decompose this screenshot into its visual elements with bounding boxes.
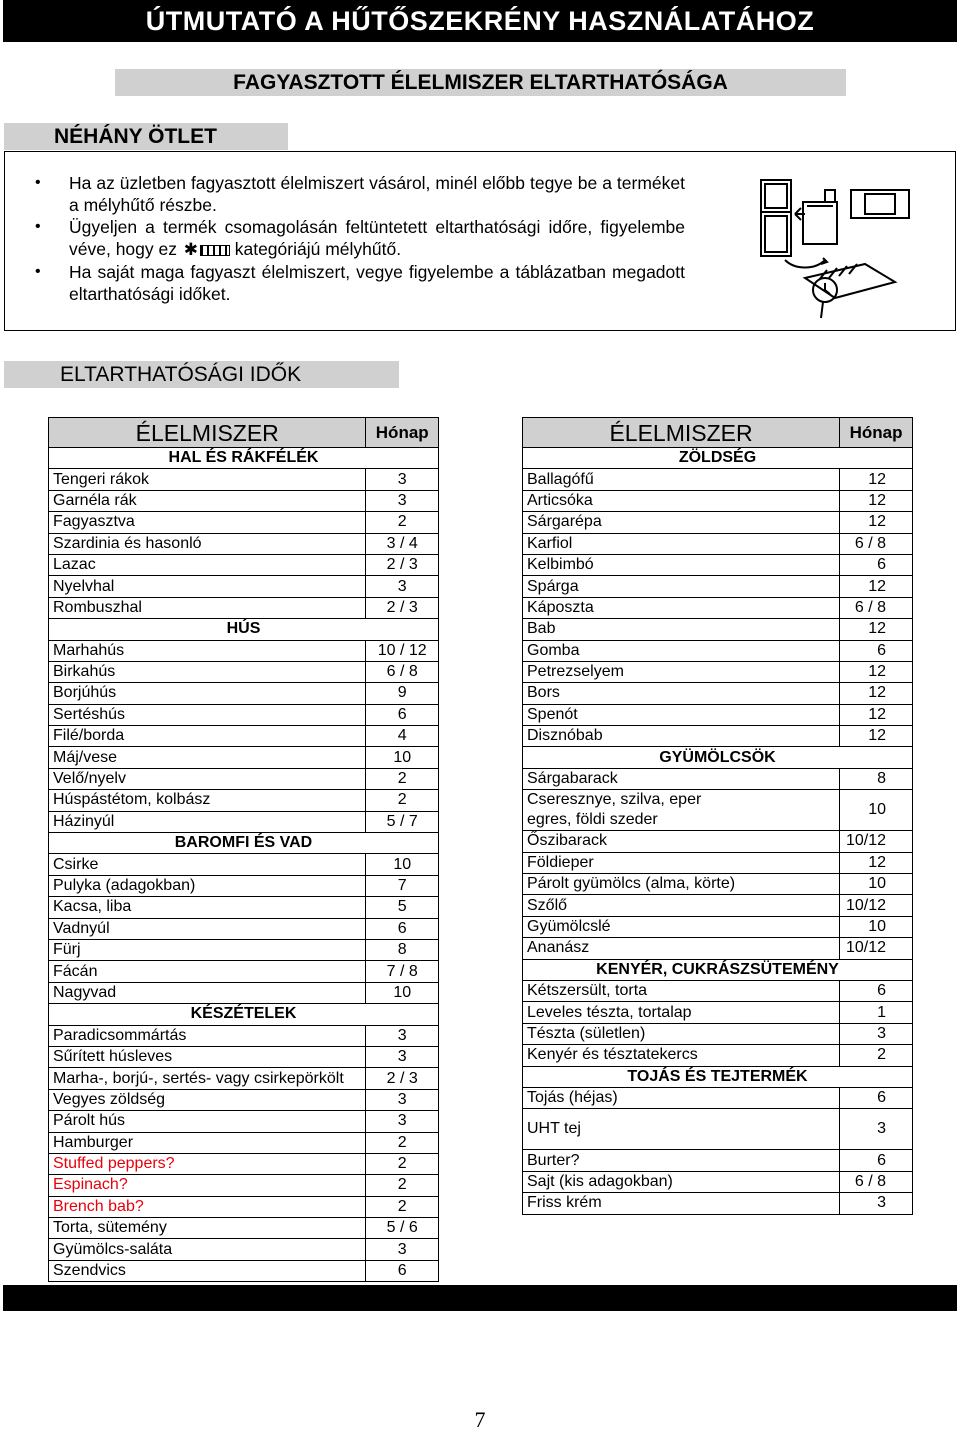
table-row xyxy=(49,554,439,575)
storage-months: 3 xyxy=(840,1109,913,1150)
tip-item xyxy=(35,172,685,216)
column-header-food: ÉLELMISZER xyxy=(49,418,366,448)
food-name: Szardinia és hasonló xyxy=(49,533,366,554)
storage-months: 8 xyxy=(366,939,439,960)
table-row xyxy=(523,895,913,916)
storage-months: 6 xyxy=(366,704,439,725)
table-row xyxy=(49,1132,439,1153)
table-row xyxy=(49,1196,439,1217)
food-name: Kenyér és tésztatekercs xyxy=(523,1045,840,1066)
table-row xyxy=(523,1109,913,1150)
storage-months: 12 xyxy=(840,576,913,597)
food-name: Sertéshús xyxy=(49,704,366,725)
storage-months: 10/12 xyxy=(840,938,913,959)
storage-months: 3 xyxy=(366,490,439,511)
table-row xyxy=(523,1150,913,1171)
food-name-line: Cseresznye, szilva, eper xyxy=(527,791,702,809)
table-row xyxy=(523,852,913,873)
storage-months: 2 / 3 xyxy=(366,597,439,618)
storage-months: 12 xyxy=(840,469,913,490)
table-row xyxy=(49,961,439,982)
category-row xyxy=(49,1004,439,1025)
table-row xyxy=(49,1025,439,1046)
food-name: Vegyes zöldség xyxy=(49,1089,366,1110)
storage-months: 12 xyxy=(840,683,913,704)
tips-list xyxy=(35,172,685,305)
storage-months: 3 xyxy=(366,576,439,597)
food-name: Vadnyúl xyxy=(49,918,366,939)
food-name: Gyümölcslé xyxy=(523,916,840,937)
food-name: Húspástétom, kolbász xyxy=(49,790,366,811)
food-name: Ballagófű xyxy=(523,469,840,490)
category-row xyxy=(523,747,913,768)
storage-months: 9 xyxy=(366,683,439,704)
food-name: Spárga xyxy=(523,576,840,597)
table-row xyxy=(49,1239,439,1260)
category-label: BAROMFI ÉS VAD xyxy=(49,833,439,854)
food-name: Kelbimbó xyxy=(523,554,840,575)
tips-heading: NÉHÁNY ÖTLET xyxy=(4,123,288,150)
storage-months: 6 xyxy=(840,1150,913,1171)
storage-months: 6 / 8 xyxy=(366,661,439,682)
table-row xyxy=(523,1045,913,1066)
storage-months: 5 xyxy=(366,897,439,918)
food-name: Garnéla rák xyxy=(49,490,366,511)
storage-months: 10 xyxy=(840,790,913,831)
table-row xyxy=(49,576,439,597)
storage-months: 3 xyxy=(366,469,439,490)
food-name: Disznóbab xyxy=(523,726,840,747)
table-row xyxy=(523,512,913,533)
storage-months: 5 / 7 xyxy=(366,811,439,832)
tips-box xyxy=(4,151,956,331)
storage-months: 2 xyxy=(366,768,439,789)
table-row xyxy=(49,747,439,768)
food-name: Fagyasztva xyxy=(49,512,366,533)
storage-months: 8 xyxy=(840,768,913,789)
storage-months: 6 xyxy=(840,640,913,661)
category-label: GYÜMÖLCSÖK xyxy=(523,747,913,768)
storage-months: 6 / 8 xyxy=(840,1171,913,1192)
storage-months: 6 xyxy=(840,554,913,575)
table-row xyxy=(523,874,913,895)
table-row xyxy=(49,1218,439,1239)
food-name: Máj/vese xyxy=(49,747,366,768)
table-header-row xyxy=(523,418,913,448)
table-row xyxy=(49,683,439,704)
table-row xyxy=(49,854,439,875)
food-name: Articsóka xyxy=(523,490,840,511)
table-row xyxy=(523,704,913,725)
food-name: Paradicsommártás xyxy=(49,1025,366,1046)
food-name: Tojás (héjas) xyxy=(523,1087,840,1108)
category-row xyxy=(523,448,913,469)
food-name: Földieper xyxy=(523,852,840,873)
table-row xyxy=(49,661,439,682)
table-row xyxy=(49,875,439,896)
storage-months: 12 xyxy=(840,704,913,725)
food-name xyxy=(523,790,840,831)
storage-months: 10 xyxy=(366,854,439,875)
table-row xyxy=(49,1089,439,1110)
table-row xyxy=(523,469,913,490)
storage-months: 3 xyxy=(366,1089,439,1110)
food-name: Csirke xyxy=(49,854,366,875)
storage-months: 10 xyxy=(366,747,439,768)
freezer-trays-icon xyxy=(200,245,230,256)
storage-months: 3 xyxy=(366,1239,439,1260)
food-name: Párolt hús xyxy=(49,1111,366,1132)
food-name: Ananász xyxy=(523,938,840,959)
storage-months: 7 xyxy=(366,875,439,896)
food-name: Sűrített húsleves xyxy=(49,1046,366,1067)
storage-months: 12 xyxy=(840,619,913,640)
food-name: Torta, sütemény xyxy=(49,1218,366,1239)
tip-text: Ha saját maga fagyaszt élelmiszert, vegye figyelembe a táblázatban megadott eltarthatósági időket. xyxy=(69,262,685,304)
food-name-line: egres, földi szeder xyxy=(527,811,658,829)
storage-months: 4 xyxy=(366,726,439,747)
tip-text-suffix: kategóriájú mélyhűtő. xyxy=(234,239,402,259)
storage-months: 2 / 3 xyxy=(366,1068,439,1089)
table-row xyxy=(523,683,913,704)
table-row xyxy=(523,1193,913,1214)
table-row xyxy=(49,490,439,511)
storage-months: 12 xyxy=(840,661,913,682)
table-row xyxy=(49,939,439,960)
category-label: HAL ÉS RÁKFÉLÉK xyxy=(49,448,439,469)
category-label: HÚS xyxy=(49,619,439,640)
column-header-month: Hónap xyxy=(366,418,439,448)
food-name: Spenót xyxy=(523,704,840,725)
food-name: Bab xyxy=(523,619,840,640)
storage-months: 10/12 xyxy=(840,831,913,852)
category-row xyxy=(523,959,913,980)
table-row xyxy=(523,790,913,831)
right-storage-table xyxy=(522,417,913,1215)
food-name: Stuffed peppers? xyxy=(49,1153,366,1174)
food-name: Fürj xyxy=(49,939,366,960)
storage-months: 12 xyxy=(840,490,913,511)
table-row xyxy=(49,726,439,747)
table-row xyxy=(49,469,439,490)
table-row xyxy=(523,916,913,937)
food-name: Nagyvad xyxy=(49,982,366,1003)
food-name: Filé/borda xyxy=(49,726,366,747)
page-subtitle: FAGYASZTOTT ÉLELMISZER ELTARTHATÓSÁGA xyxy=(115,69,846,96)
food-name: Marha-, borjú-, sertés- vagy csirkepörkölt xyxy=(49,1068,366,1089)
category-label: TOJÁS ÉS TEJTERMÉK xyxy=(523,1066,913,1087)
storage-months: 5 / 6 xyxy=(366,1218,439,1239)
table-row xyxy=(49,1175,439,1196)
table-row xyxy=(523,576,913,597)
storage-months: 10 xyxy=(840,916,913,937)
food-name: Fácán xyxy=(49,961,366,982)
storage-months: 2 / 3 xyxy=(366,554,439,575)
storage-months: 2 xyxy=(366,1132,439,1153)
storage-months: 3 / 4 xyxy=(366,533,439,554)
table-row xyxy=(49,704,439,725)
storage-months: 10 / 12 xyxy=(366,640,439,661)
storage-months: 3 xyxy=(840,1023,913,1044)
table-header-row xyxy=(49,418,439,448)
food-name: Friss krém xyxy=(523,1193,840,1214)
storage-months: 2 xyxy=(366,1175,439,1196)
table-row xyxy=(523,1087,913,1108)
table-row xyxy=(49,640,439,661)
table-row xyxy=(523,831,913,852)
storage-months: 10 xyxy=(840,874,913,895)
table-row xyxy=(523,1171,913,1192)
food-name: Kacsa, liba xyxy=(49,897,366,918)
table-row xyxy=(523,1002,913,1023)
storage-months: 10 xyxy=(366,982,439,1003)
tip-text: Ügyeljen a termék csomagolásán feltüntetett eltarthatósági időre, figyelembe véve, hogy ez xyxy=(69,217,685,259)
table-row xyxy=(49,811,439,832)
page-number: 7 xyxy=(474,1407,486,1432)
storage-months: 3 xyxy=(366,1025,439,1046)
storage-months: 6 xyxy=(366,918,439,939)
table-row xyxy=(49,597,439,618)
table-row xyxy=(523,490,913,511)
food-name: Tengeri rákok xyxy=(49,469,366,490)
food-name: Birkahús xyxy=(49,661,366,682)
section-heading: ELTARTHATÓSÁGI IDŐK xyxy=(4,361,399,388)
food-name: Leveles tészta, tortalap xyxy=(523,1002,840,1023)
food-name: Lazac xyxy=(49,554,366,575)
table-row xyxy=(49,1260,439,1281)
table-row xyxy=(49,897,439,918)
table-row xyxy=(523,726,913,747)
category-row xyxy=(49,833,439,854)
food-name: Nyelvhal xyxy=(49,576,366,597)
storage-months: 7 / 8 xyxy=(366,961,439,982)
category-label: ZÖLDSÉG xyxy=(523,448,913,469)
storage-months: 12 xyxy=(840,512,913,533)
tip-item xyxy=(35,261,685,305)
storage-months: 6 xyxy=(840,980,913,1001)
table-row xyxy=(49,1068,439,1089)
storage-months: 6 xyxy=(840,1087,913,1108)
tip-text: Ha az üzletben fagyasztott élelmiszert vásárol, minél előbb tegye be a terméket a mélyhűtő részbe. xyxy=(69,173,685,215)
food-name: Sárgarépa xyxy=(523,512,840,533)
freezer-illustration xyxy=(755,172,955,327)
food-name: Gomba xyxy=(523,640,840,661)
food-name: Karfiol xyxy=(523,533,840,554)
food-name: Rombuszhal xyxy=(49,597,366,618)
food-name: Szendvics xyxy=(49,1260,366,1281)
food-name: Káposzta xyxy=(523,597,840,618)
category-row xyxy=(523,1066,913,1087)
table-row xyxy=(523,554,913,575)
storage-months: 6 / 8 xyxy=(840,597,913,618)
food-name: Pulyka (adagokban) xyxy=(49,875,366,896)
food-name: Burter? xyxy=(523,1150,840,1171)
storage-months: 2 xyxy=(366,790,439,811)
table-row xyxy=(49,1046,439,1067)
storage-months: 2 xyxy=(366,1196,439,1217)
food-name: Párolt gyümölcs (alma, körte) xyxy=(523,874,840,895)
tip-item xyxy=(35,216,685,261)
page-title: ÚTMUTATÓ A HŰTŐSZEKRÉNY HASZNÁLATÁHOZ xyxy=(3,0,957,42)
storage-months: 3 xyxy=(840,1193,913,1214)
storage-months: 2 xyxy=(366,1153,439,1174)
storage-months: 12 xyxy=(840,852,913,873)
food-name: Hamburger xyxy=(49,1132,366,1153)
storage-months: 12 xyxy=(840,726,913,747)
storage-months: 2 xyxy=(840,1045,913,1066)
table-row xyxy=(523,619,913,640)
food-name: Brench bab? xyxy=(49,1196,366,1217)
food-name: Őszibarack xyxy=(523,831,840,852)
food-name: Borjúhús xyxy=(49,683,366,704)
food-name: Sajt (kis adagokban) xyxy=(523,1171,840,1192)
storage-months: 1 xyxy=(840,1002,913,1023)
table-row xyxy=(523,533,913,554)
table-row xyxy=(49,982,439,1003)
snowflake-star-icon: ✱ xyxy=(183,240,198,259)
category-label: KENYÉR, CUKRÁSZSÜTEMÉNY xyxy=(523,959,913,980)
table-row xyxy=(523,768,913,789)
table-row xyxy=(49,533,439,554)
table-row xyxy=(523,661,913,682)
table-row xyxy=(49,1111,439,1132)
category-label: KÉSZÉTELEK xyxy=(49,1004,439,1025)
table-row xyxy=(523,938,913,959)
table-row xyxy=(49,512,439,533)
table-row xyxy=(523,980,913,1001)
storage-months: 3 xyxy=(366,1111,439,1132)
food-name: Velő/nyelv xyxy=(49,768,366,789)
food-name: Házinyúl xyxy=(49,811,366,832)
table-row xyxy=(523,640,913,661)
food-name: Kétszersült, torta xyxy=(523,980,840,1001)
table-row xyxy=(49,918,439,939)
storage-months: 10/12 xyxy=(840,895,913,916)
storage-months: 2 xyxy=(366,512,439,533)
table-row xyxy=(49,1153,439,1174)
table-row xyxy=(49,790,439,811)
table-row xyxy=(523,1023,913,1044)
storage-months: 6 xyxy=(366,1260,439,1281)
category-row xyxy=(49,448,439,469)
food-name: UHT tej xyxy=(523,1109,840,1150)
food-name: Szőlő xyxy=(523,895,840,916)
left-storage-table xyxy=(48,417,439,1282)
category-row xyxy=(49,619,439,640)
food-name: Sárgabarack xyxy=(523,768,840,789)
column-header-food: ÉLELMISZER xyxy=(523,418,840,448)
food-name: Bors xyxy=(523,683,840,704)
food-name: Petrezselyem xyxy=(523,661,840,682)
food-name: Espinach? xyxy=(49,1175,366,1196)
column-header-month: Hónap xyxy=(840,418,913,448)
storage-months: 6 / 8 xyxy=(840,533,913,554)
table-row xyxy=(49,768,439,789)
footer-bar xyxy=(3,1285,957,1311)
table-row xyxy=(523,597,913,618)
food-name: Tészta (sületlen) xyxy=(523,1023,840,1044)
food-name: Gyümölcs-saláta xyxy=(49,1239,366,1260)
storage-months: 3 xyxy=(366,1046,439,1067)
food-name: Marhahús xyxy=(49,640,366,661)
